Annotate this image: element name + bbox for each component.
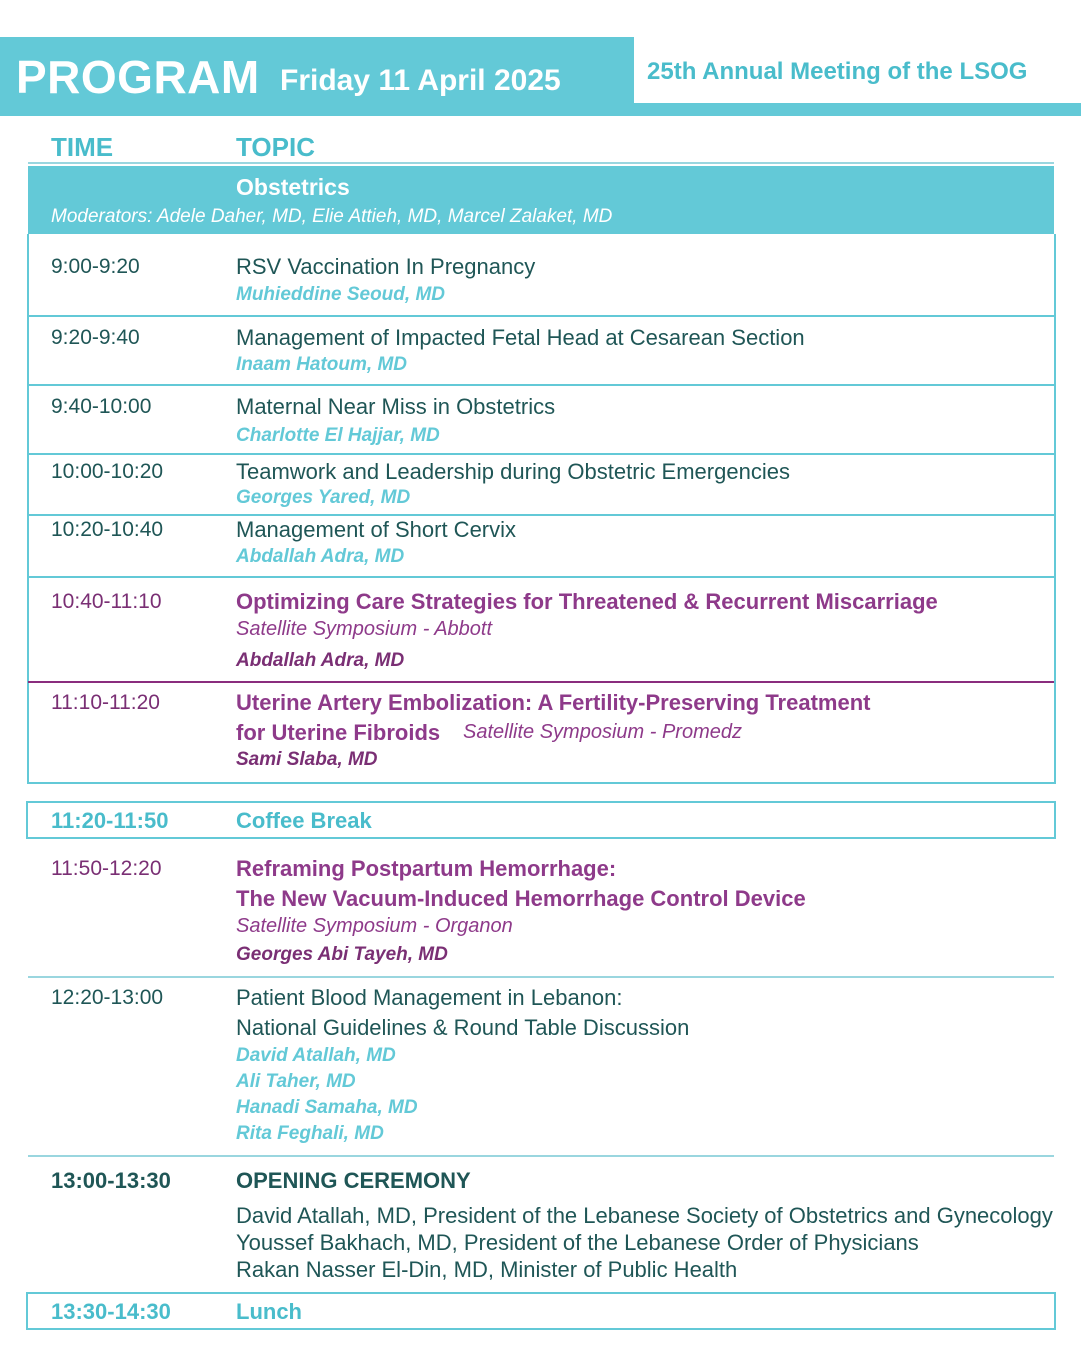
row-divider <box>28 576 1054 578</box>
session-speaker: Inaam Hatoum, MD <box>236 354 408 375</box>
column-header-divider <box>28 162 1054 164</box>
opening-line: Youssef Bakhach, MD, President of the Lebanese Order of Physicians <box>236 1230 919 1255</box>
symposium-topic-line1: Reframing Postpartum Hemorrhage: <box>236 856 617 881</box>
symposium-speaker: Sami Slaba, MD <box>236 749 378 770</box>
session-speaker: Georges Yared, MD <box>236 487 411 508</box>
row-divider <box>28 976 1054 978</box>
symposium-topic-line2: for Uterine Fibroids <box>236 720 441 745</box>
symposium-time: 10:40-11:10 <box>51 590 162 613</box>
session-topic: RSV Vaccination In Pregnancy <box>236 254 536 279</box>
opening-title: OPENING CEREMONY <box>236 1168 471 1193</box>
symposium-topic-line1: Uterine Artery Embolization: A Fertility-Preserving Treatment <box>236 690 871 715</box>
column-header-topic: TOPIC <box>236 132 315 162</box>
section-title: Obstetrics <box>236 174 350 200</box>
section-moderators: Moderators: Adele Daher, MD, Elie Attieh, MD, Marcel Zalaket, MD <box>51 206 613 227</box>
lunch-label: Lunch <box>236 1299 302 1324</box>
session-time: 9:20-9:40 <box>51 326 140 349</box>
symposium-sponsor: Satellite Symposium - Abbott <box>236 618 493 640</box>
session-topic: Management of Impacted Fetal Head at Cesarean Section <box>236 325 805 350</box>
symposium-speaker: Abdallah Adra, MD <box>236 650 405 671</box>
session-topic: Management of Short Cervix <box>236 517 517 542</box>
lunch-box <box>26 1292 1056 1330</box>
session-speaker: Rita Feghali, MD <box>236 1123 384 1144</box>
symposium-sponsor: Satellite Symposium - Organon <box>236 915 513 937</box>
row-divider <box>28 384 1054 386</box>
symposium-time: 11:50-12:20 <box>51 857 162 880</box>
lunch-time: 13:30-14:30 <box>51 1299 171 1324</box>
session-speaker: Charlotte El Hajjar, MD <box>236 425 440 446</box>
symposium-time: 11:10-11:20 <box>51 691 160 714</box>
session-speaker: Muhieddine Seoud, MD <box>236 284 445 305</box>
opening-line: Rakan Nasser El-Din, MD, Minister of Public Health <box>236 1257 738 1282</box>
session-time: 9:00-9:20 <box>51 255 140 278</box>
opening-line: David Atallah, MD, President of the Lebanese Society of Obstetrics and Gynecology <box>236 1203 1053 1228</box>
program-date: Friday 11 April 2025 <box>280 64 561 97</box>
session-time: 12:20-13:00 <box>51 986 164 1009</box>
row-divider <box>28 681 1054 683</box>
column-header-time: TIME <box>51 132 114 162</box>
header-rule <box>634 103 1081 116</box>
row-divider <box>28 453 1054 455</box>
session-speaker: Abdallah Adra, MD <box>236 546 405 567</box>
meeting-name: 25th Annual Meeting of the LSOG <box>647 58 1028 85</box>
symposium-topic-line2: The New Vacuum-Induced Hemorrhage Control Device <box>236 886 806 911</box>
symposium-topic: Optimizing Care Strategies for Threatened & Recurrent Miscarriage <box>236 589 938 614</box>
page-title: PROGRAM <box>16 51 260 103</box>
row-divider <box>28 315 1054 317</box>
session-speaker: Ali Taher, MD <box>236 1071 356 1092</box>
opening-time: 13:00-13:30 <box>51 1168 171 1193</box>
coffee-break-box <box>26 801 1056 839</box>
session-time: 10:00-10:20 <box>51 460 164 483</box>
session-time: 10:20-10:40 <box>51 518 164 541</box>
session-speaker: David Atallah, MD <box>236 1045 396 1066</box>
symposium-sponsor: Satellite Symposium - Promedz <box>463 721 742 743</box>
row-divider <box>28 514 1054 516</box>
symposium-speaker: Georges Abi Tayeh, MD <box>236 944 448 965</box>
coffee-break-time: 11:20-11:50 <box>51 808 169 833</box>
session-speaker: Hanadi Samaha, MD <box>236 1097 418 1118</box>
session-topic: Teamwork and Leadership during Obstetric Emergencies <box>236 459 790 484</box>
session-topic-line2: National Guidelines & Round Table Discussion <box>236 1015 690 1040</box>
session-topic: Maternal Near Miss in Obstetrics <box>236 394 556 419</box>
row-divider <box>28 1155 1054 1157</box>
session-time: 9:40-10:00 <box>51 395 152 418</box>
session-topic-line1: Patient Blood Management in Lebanon: <box>236 985 623 1010</box>
coffee-break-label: Coffee Break <box>236 808 372 833</box>
